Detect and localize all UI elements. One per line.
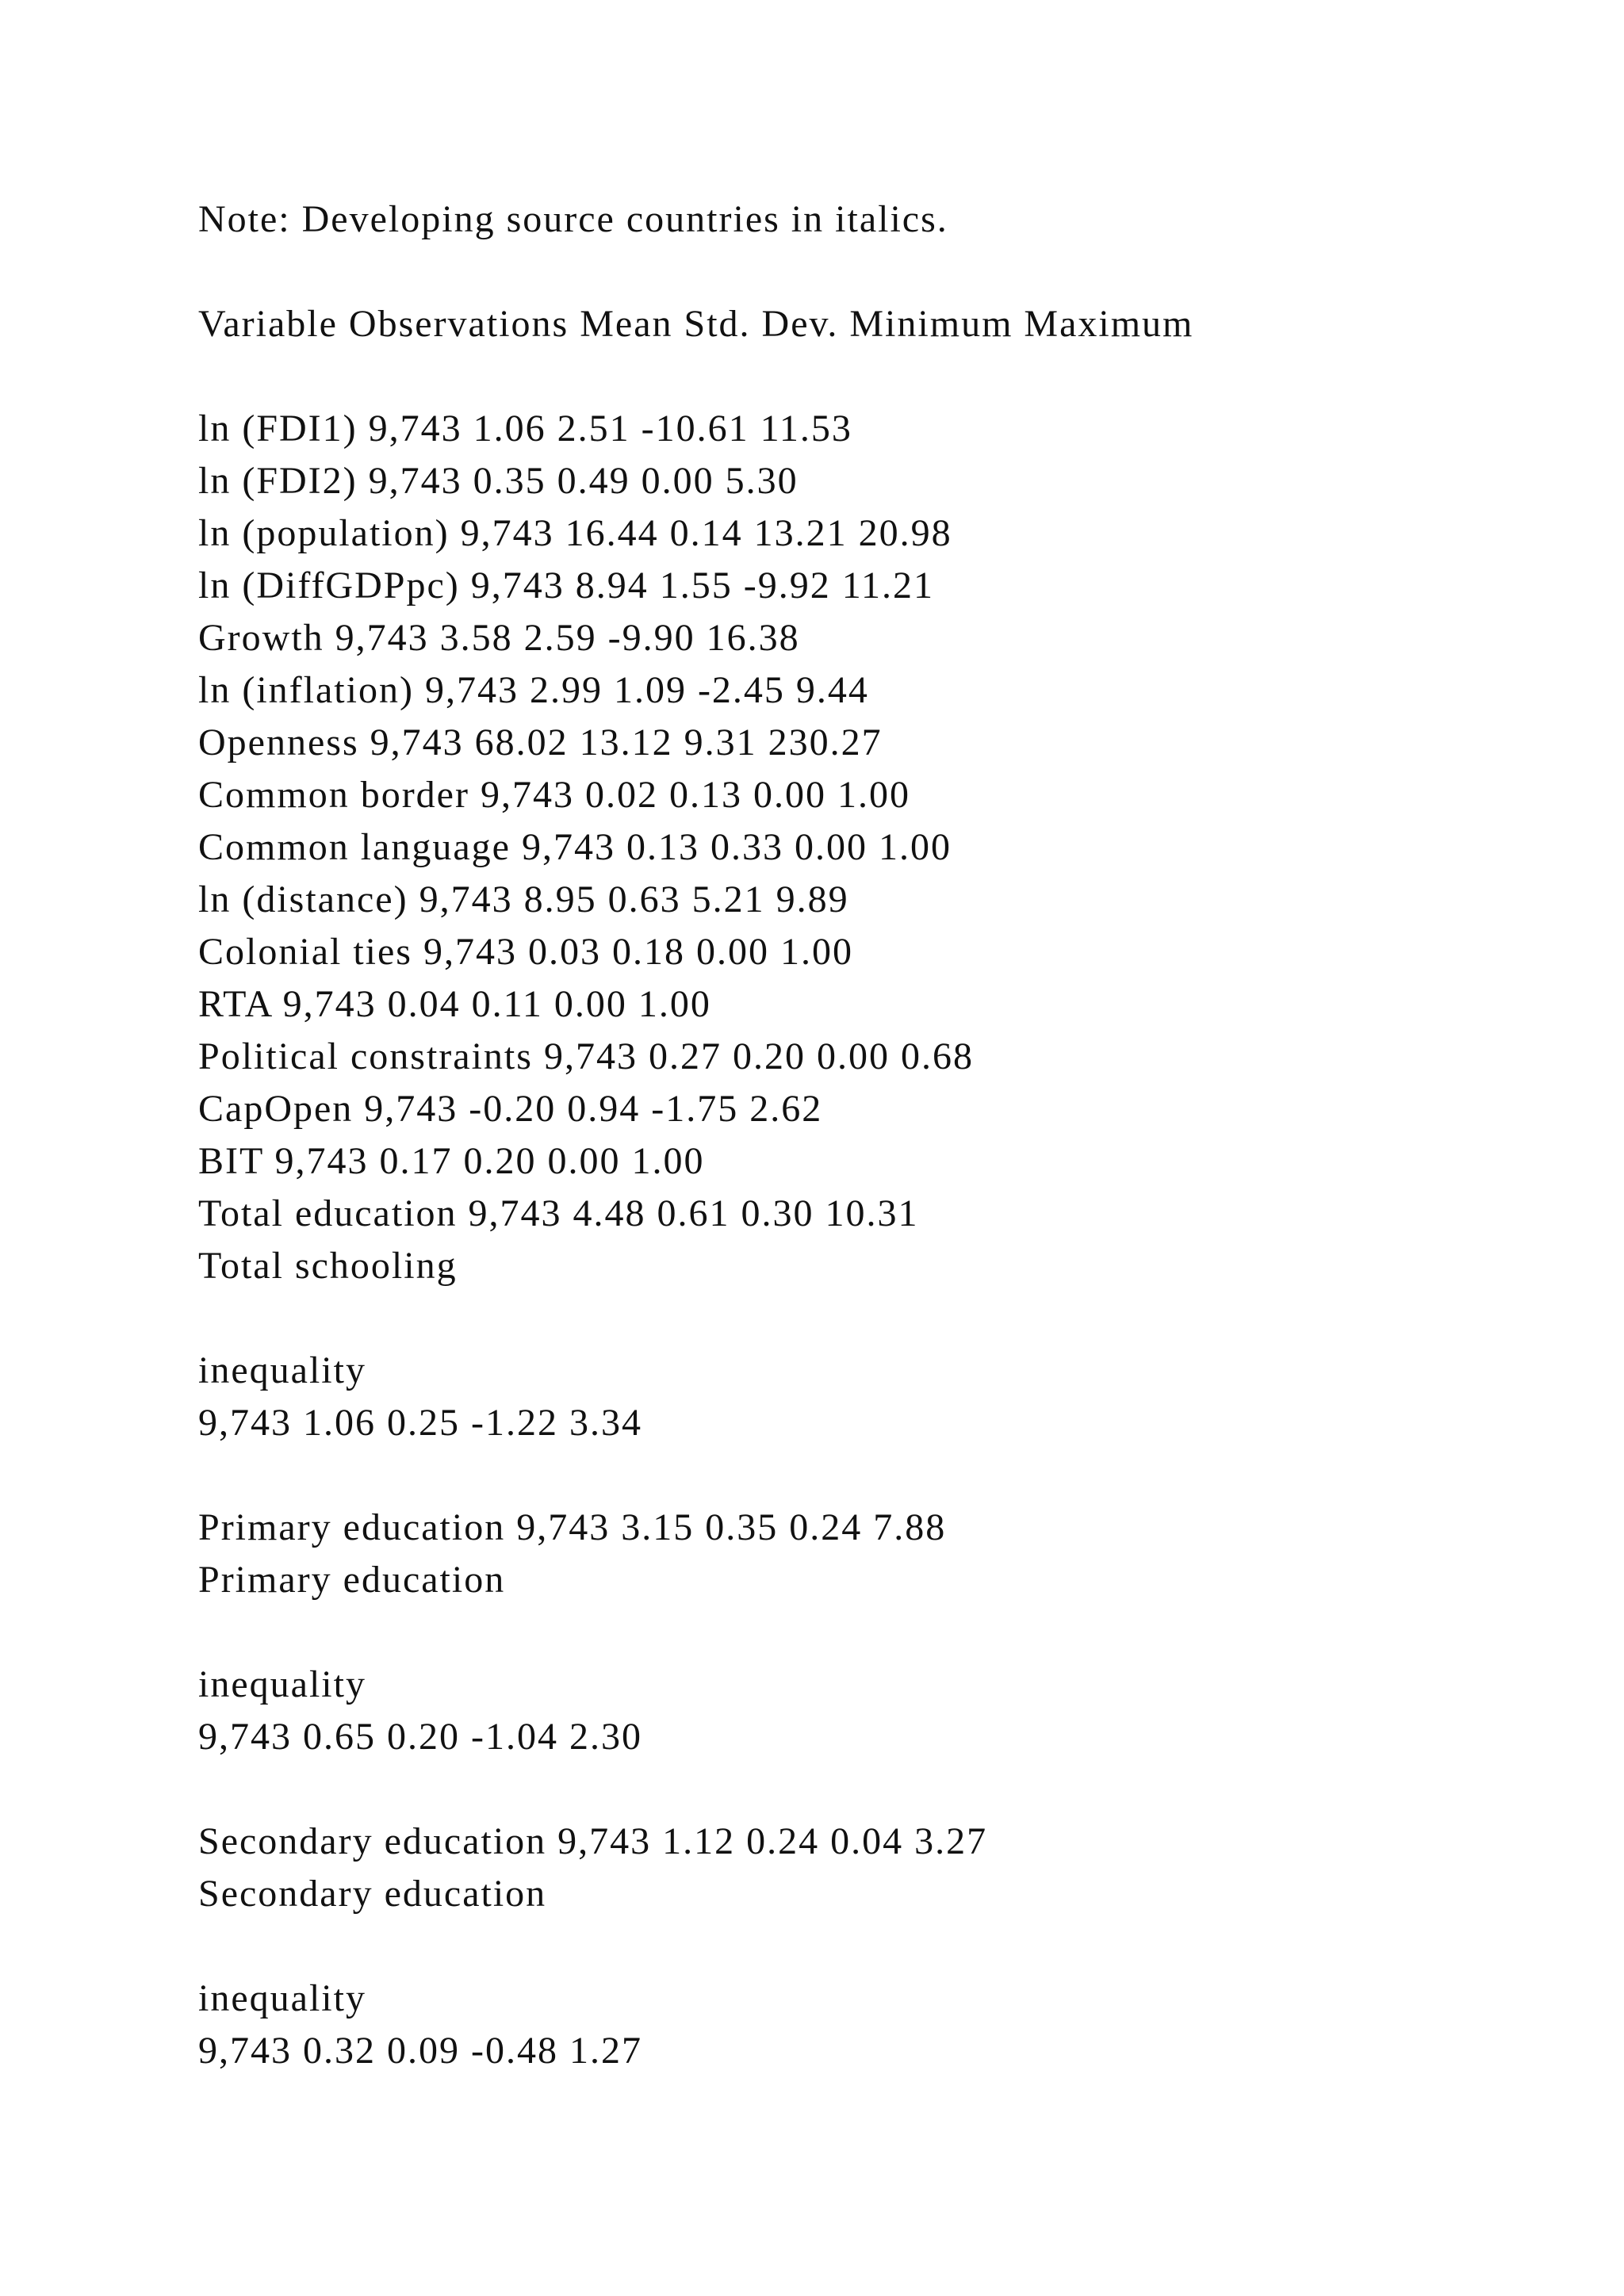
inequality-label: inequality: [198, 1977, 366, 2019]
table-row: Secondary education: [198, 1873, 547, 1915]
inequality-block-primary: [198, 1659, 1586, 1763]
table-row: Political constraints 9,743 0.27 0.20 0.00 0.68: [198, 1035, 974, 1077]
spacer: [198, 1763, 1586, 1816]
table-row: Primary education: [198, 1559, 506, 1601]
spacer: [198, 1449, 1586, 1502]
table-row: RTA 9,743 0.04 0.11 0.00 1.00: [198, 983, 711, 1025]
table-row: BIT 9,743 0.17 0.20 0.00 1.00: [198, 1140, 705, 1182]
spacer: [198, 350, 1586, 403]
table-row: ln (FDI2) 9,743 0.35 0.49 0.00 5.30: [198, 460, 799, 502]
table-row: Common language 9,743 0.13 0.33 0.00 1.00: [198, 826, 952, 868]
table-row: Common border 9,743 0.02 0.13 0.00 1.00: [198, 774, 910, 816]
table-rows: [198, 403, 1586, 1292]
table-header: Variable Observations Mean Std. Dev. Minimum Maximum: [198, 303, 1194, 345]
spacer: [198, 1920, 1586, 1973]
inequality-block-total: [198, 1345, 1586, 1449]
table-row: Total education 9,743 4.48 0.61 0.30 10.31: [198, 1192, 919, 1234]
table-row: ln (inflation) 9,743 2.99 1.09 -2.45 9.44: [198, 669, 869, 711]
table-row: Openness 9,743 68.02 13.12 9.31 230.27: [198, 721, 883, 763]
table-row: Growth 9,743 3.58 2.59 -9.90 16.38: [198, 617, 800, 659]
spacer: [198, 1606, 1586, 1659]
inequality-values: 9,743 0.65 0.20 -1.04 2.30: [198, 1716, 642, 1758]
spacer: [198, 1292, 1586, 1345]
inequality-block-secondary: [198, 1973, 1586, 2077]
table-row: Secondary education 9,743 1.12 0.24 0.04 3.27: [198, 1820, 988, 1862]
table-row: Total schooling: [198, 1245, 458, 1287]
table-row: ln (DiffGDPpc) 9,743 8.94 1.55 -9.92 11.21: [198, 564, 934, 607]
table-row: CapOpen 9,743 -0.20 0.94 -1.75 2.62: [198, 1088, 823, 1130]
table-row: Colonial ties 9,743 0.03 0.18 0.00 1.00: [198, 931, 853, 973]
inequality-label: inequality: [198, 1663, 366, 1705]
spacer: [198, 246, 1586, 298]
inequality-label: inequality: [198, 1349, 366, 1391]
inequality-values: 9,743 0.32 0.09 -0.48 1.27: [198, 2030, 642, 2072]
table-row: Primary education 9,743 3.15 0.35 0.24 7.88: [198, 1506, 947, 1548]
table-row: ln (population) 9,743 16.44 0.14 13.21 20.98: [198, 512, 952, 554]
table-row: ln (FDI1) 9,743 1.06 2.51 -10.61 11.53: [198, 408, 852, 450]
inequality-values: 9,743 1.06 0.25 -1.22 3.34: [198, 1402, 642, 1444]
table-row: ln (distance) 9,743 8.95 0.63 5.21 9.89: [198, 878, 849, 920]
table-note: Note: Developing source countries in italics.: [198, 198, 948, 240]
document-page: [198, 193, 1586, 2077]
